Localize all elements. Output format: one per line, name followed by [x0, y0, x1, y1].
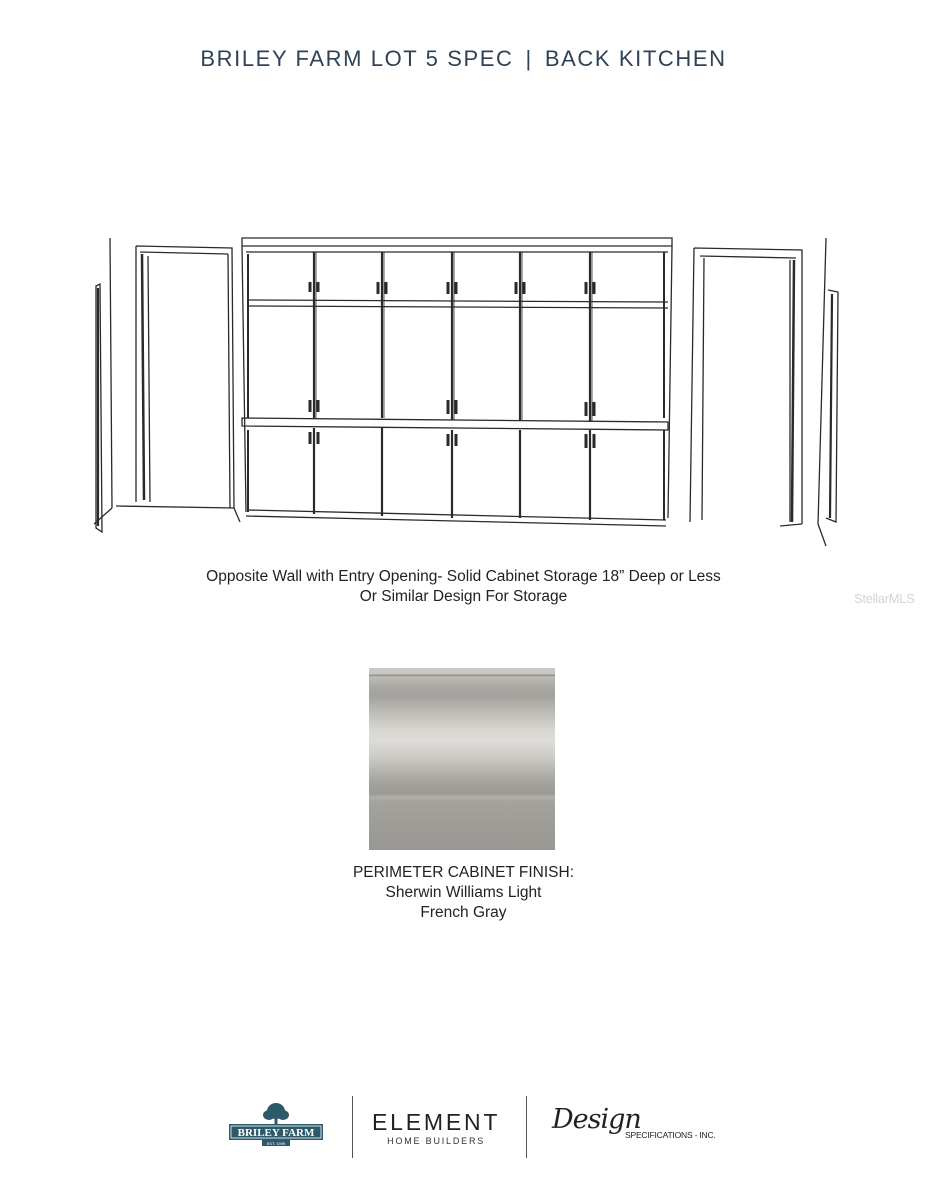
finish-label: PERIMETER CABINET FINISH:: [352, 864, 575, 881]
title-room: BACK KITCHEN: [544, 46, 727, 71]
design-spec-text: SPECIFICATIONS - INC.: [625, 1130, 716, 1140]
page-title: [0, 46, 927, 72]
design-script-text: Design: [552, 1104, 641, 1135]
briley-farm-est: EST. 1999: [266, 1141, 286, 1146]
element-home-builders-logo: [372, 1110, 500, 1147]
element-subtitle: HOME BUILDERS: [387, 1136, 486, 1146]
drawing-caption-line-2: Or Similar Design For Storage: [359, 588, 568, 605]
finish-color-line-2: French Gray: [420, 904, 507, 921]
title-project: BRILEY FARM LOT 5 SPEC: [200, 46, 514, 71]
cabinet-wall-drawing: [90, 232, 840, 552]
design-specifications-logo: [552, 1104, 716, 1140]
element-name: ELEMENT: [372, 1109, 501, 1135]
watermark: StellarMLS: [854, 591, 915, 606]
cabinet-finish-swatch: [369, 668, 555, 850]
briley-farm-name: BRILEY FARM: [237, 1127, 315, 1139]
footer-divider-2: [526, 1096, 527, 1158]
footer-divider-1: [352, 1096, 353, 1158]
briley-farm-logo: [228, 1100, 324, 1153]
title-separator: |: [525, 46, 533, 71]
drawing-caption-line-1: Opposite Wall with Entry Opening- Solid Cabinet Storage 18” Deep or Less: [206, 568, 721, 585]
finish-color-line-1: Sherwin Williams Light: [385, 884, 542, 901]
